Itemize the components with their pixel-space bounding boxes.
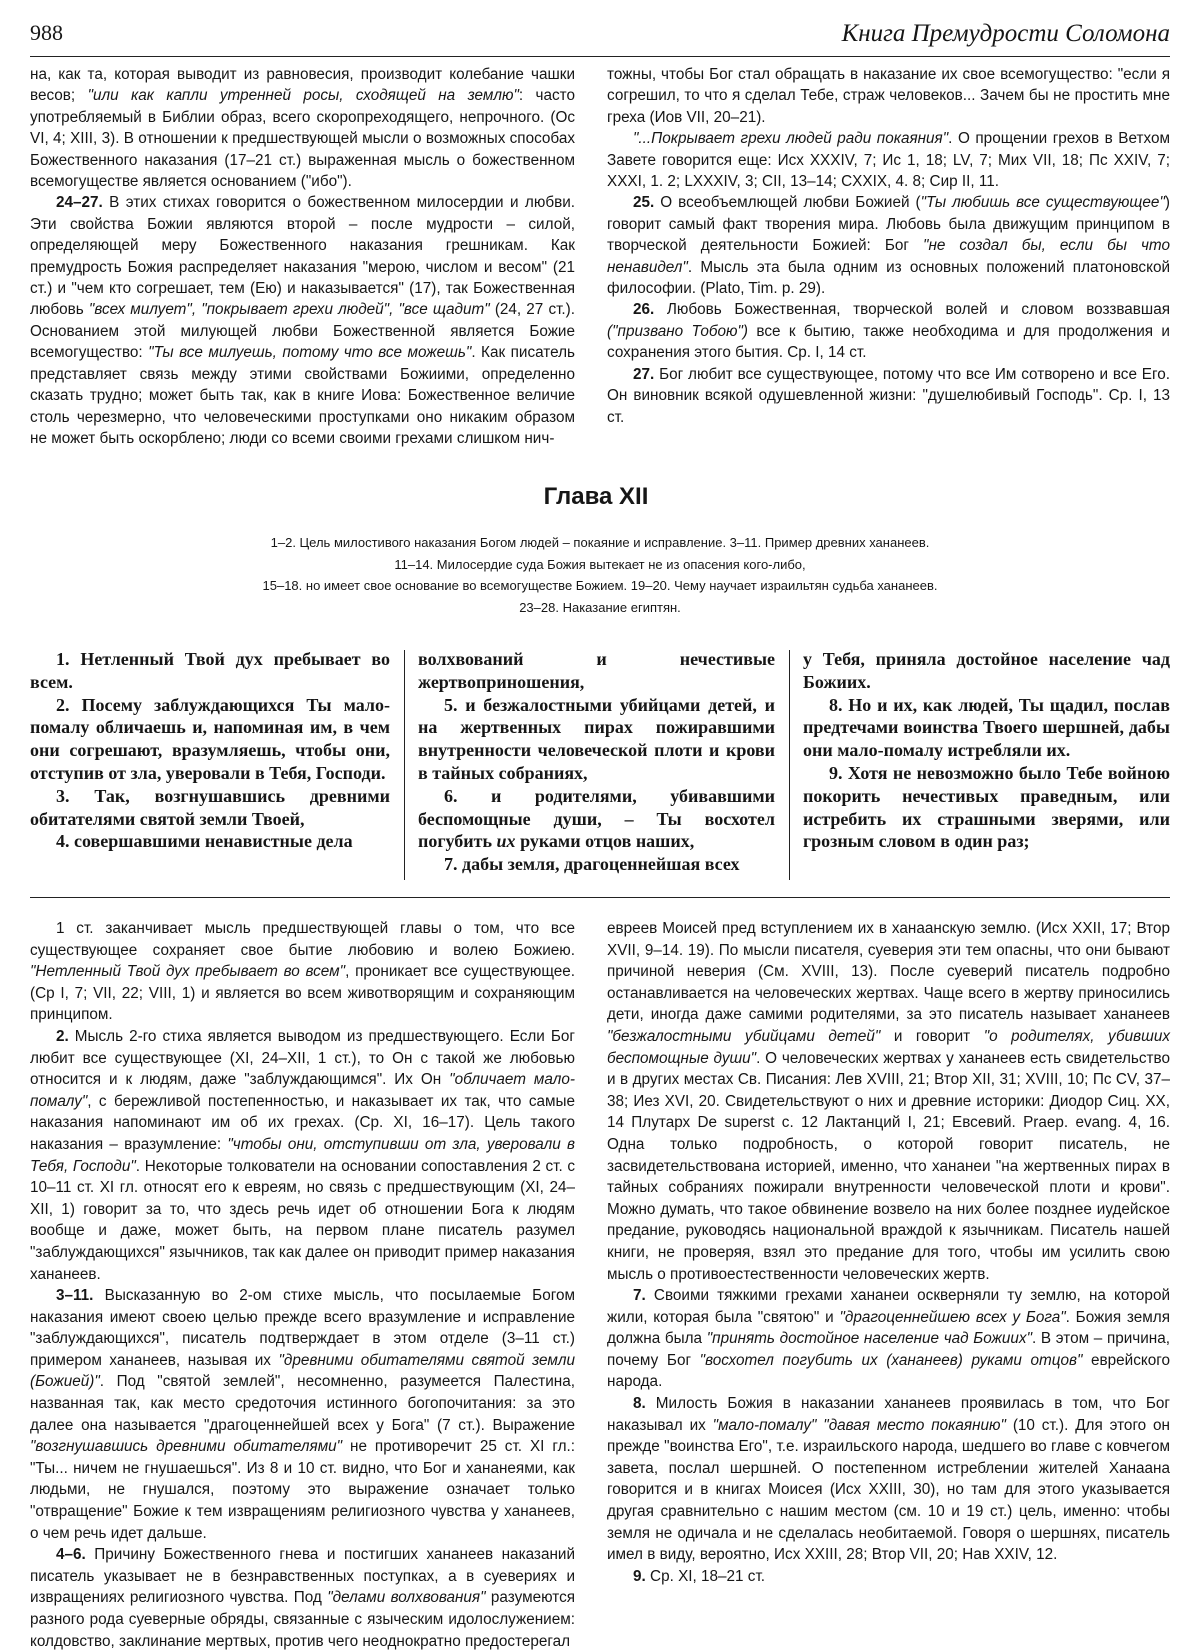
italic-quote: "делами волхвования" xyxy=(327,1589,486,1607)
bold-text: 2. xyxy=(56,1027,69,1045)
commentary-top-left xyxy=(30,64,575,449)
italic-quote: "Ты любишь все существующее" xyxy=(920,194,1165,212)
text-run: . Как писатель представляет связь между этими свойствами Божиими, определенно сказать трудно; может быть так, как в книге Иова: Божественное величие столь черезмерно, что человеческими проступками оно никаким образом не может быть оскорблено; люди со всеми своими грехами слишком нич- xyxy=(30,344,575,447)
text-run: (10 ст.). Для этого он прежде "воинства Его", т.е. израильского народа, шедшего во главе с ковчегом завета, послал шершней. О постепенном истреблении жителей Ханаана говорится и в книгах Моисея (Исх XXIII, 30), но там для этого указывается другая сравнительно с нашим местом (см. 10 и 19 ст.) цель, именно: чтобы земля не одичала и не сделалась необитаемой. Говоря о шершнях, писатель имел в виду, вероятно, Исх XXIII, 28; Втор VII, 20; Нав XXIV, 12. xyxy=(607,1416,1171,1564)
text-run: Высказанную во 2-ом стихе мысль, что посылаемые Богом наказания имеют своею целью прежде всего вразумление и исправление "заблуждающихся", писатель подтверждает в этом отделе (3–11 ст.) примером хананеев, называя их xyxy=(30,1287,575,1369)
text-run: Причину Божественного гнева и постигших хананеев наказаний писатель указывает не в безнравственных поступках, а в суевериях и извращениях религиозного чувства. Под xyxy=(30,1546,575,1607)
bold-text: 9. xyxy=(633,1567,646,1585)
italic-quote: "драгоценнейшею всех у Бога" xyxy=(839,1308,1066,1326)
paragraph xyxy=(607,128,1170,192)
text-run: все к бытию, также необходима и для продолжения и сохранения этого бытия. Ср. I, 14 ст. xyxy=(607,322,1170,362)
paragraph xyxy=(607,192,1170,299)
verse xyxy=(803,762,1170,853)
chapter-summary xyxy=(30,532,1170,618)
text-run: , проникает все существующее. (Ср I, 7; VII, 22; VIII, 1) и является во всем животворящим и сохраняющим принципом. xyxy=(30,963,575,1024)
text-run: тожны, чтобы Бог стал обращать в наказание их свое всемогущество: "если я согрешил, то что я сделал Тебе, страж человеков... Зачем бы не простить мне греха (Иов VII, 20–21). xyxy=(607,66,1170,126)
text-run: Мысль 2-го стиха является выводом из предшествующего. Если Бог любит все существующее (XI, 24–XII, 1 ст.), то Он с такой же любовью относится и к людям, даже "заблуждающимся". Их Он xyxy=(30,1027,575,1089)
italic-quote: "Нетленный Твой дух пребывает во всем" xyxy=(30,963,346,981)
text-run: ) говорит самый факт творения мира. Любовь была движущим принципом в творческой деятельности Божией: Бог xyxy=(607,194,1170,255)
text-run: 5. и безжалостными убийцами детей, и на жертвенных пирах пожиравшими внутренности человеческой плоти и крови в тайных собраниях, xyxy=(418,694,775,783)
italic-quote: "обличает мало-помалу" xyxy=(30,1071,575,1110)
text-run: на, как та, которая выводит из равновесия, производит колебание чашки весов; xyxy=(30,66,575,105)
text-run: , с бережливой постепенностью, и наказывает их так, что самые наказания напоминают им об их грехах. (Ср. XI, 16–17). Цель такого наказания – вразумление: xyxy=(30,1092,575,1153)
text-run: . В этом – причина, почему Бог xyxy=(607,1330,1171,1369)
text-run: 1. Нетленный Твой дух пребывает во всем. xyxy=(30,649,390,692)
text-run: Своими тяжкими грехами хананеи оскверняли ту землю, на которой жили, которая была "святою" и xyxy=(607,1287,1170,1326)
verse xyxy=(803,648,1170,694)
paragraph xyxy=(607,1393,1170,1566)
italic-quote: "всех милует", "покрывает грехи людей", "все щадит" xyxy=(88,301,490,319)
paragraph xyxy=(607,1285,1170,1393)
paragraph xyxy=(607,299,1170,363)
text-run: : часто употребляемый в Библии образ, всего скоропреходящего, непрочного. (Ос VI, 4; XIII, 3). В отношении к предшествующей мысли о возможных способах Божественного наказания (17–21 ст.) выраженная мысль о божественном всемогуществе является основанием ("ибо"). xyxy=(30,87,575,191)
text-run: О всеобъемлющей любви Божией ( xyxy=(654,194,921,212)
scripture-column-2 xyxy=(418,648,775,876)
text-run: у Тебя, приняла достойное население чад Божиих. xyxy=(803,649,1170,692)
text-run: Ср. XI, 18–21 ст. xyxy=(645,1567,766,1585)
text-run: 4. совершавшими ненавистные дела xyxy=(56,831,353,852)
verse xyxy=(803,694,1170,762)
column-divider xyxy=(789,650,790,880)
paragraph xyxy=(30,1544,575,1652)
bold-text: 3–11. xyxy=(56,1287,94,1305)
italic-quote: "...Покрывает грехи людей ради покаяния" xyxy=(633,130,949,148)
paragraph xyxy=(607,1566,1170,1588)
bold-text: 4–6. xyxy=(56,1546,86,1564)
bold-text: 26. xyxy=(633,301,655,319)
text-run: Любовь Божественная, творческой волей и словом воззвавшая xyxy=(654,301,1170,319)
italic-quote: "возгнушавшись древними обитателями" xyxy=(30,1438,343,1456)
verse xyxy=(30,694,390,785)
bold-text: 8. xyxy=(633,1395,646,1413)
italic-quote: "чтобы они, отступивши от зла, уверовали в Тебя, Господи" xyxy=(30,1135,575,1175)
text-run: 2. Посему заблуждающихся Ты мало-помалу обличаешь и, напоминая им, в чем они согрешают, вразумляешь, чтобы они, отступив от зла, уверовали в Тебя, Господи. xyxy=(30,694,390,783)
commentary-bottom-right xyxy=(607,918,1170,1587)
text-run: 7. дабы земля, драгоценнейшая всех xyxy=(444,854,740,875)
commentary-bottom-left xyxy=(30,918,575,1652)
text-run: . Под "святой землей", несомненно, разумеется Палестина, названная так, как место средоточия истинного богопочитания: за это далее она называется "драгоценнейшей всех у Бога" (7 ст.). Выражение xyxy=(30,1373,575,1434)
paragraph xyxy=(30,192,575,449)
text-run: Милость Божия в наказании хананеев проявилась в том, что Бог наказывал их xyxy=(607,1395,1170,1434)
italic-quote: "восхотел погубить их (хананеев) руками отцов" xyxy=(699,1351,1083,1369)
text-run: 3. Так, возгнушавшись древними обитателями святой земли Твоей, xyxy=(30,785,390,829)
text-run: не противоречит 25 ст. XI гл.: "Ты... ничем не гнушаешься". Из 8 и 10 ст. видно, что Бог и хананеями, как людьми, не гнушался, поэтому это выражение означает только "отвращение" Божие к тем извращениям религиозного чувства у хананеев, о чем речь идет дальше. xyxy=(30,1438,575,1542)
text-run: В этих стихах говорится о божественном милосердии и любви. Эти свойства Божии являются второй – после мудрости – силой, определяющей меру Божественного наказания грешникам. Как премудрость Божия распределяет наказания "мерою, числом и весом" (21 ст.) и "чем кто согрешает, тем (Ею) и наказывается" (17), так Божественная любовь xyxy=(30,194,575,319)
paragraph xyxy=(30,1026,575,1285)
italic-quote: "мало-помалу" "давая место покаянию" xyxy=(712,1416,1006,1434)
italic-quote: ("призвано Тобою") xyxy=(607,322,748,340)
paragraph xyxy=(607,64,1170,128)
page-header xyxy=(30,20,1170,52)
header-rule xyxy=(30,56,1170,57)
text-run: . О прощении грехов в Ветхом Завете говорится еще: Исх XXXIV, 7; Ис 1, 18; LV, 7; Мих VII, 18; Пс XXIV, 7; XXXI, 1. 2; LXXXIV, 3; CII, 13–14; CXXIX, 4. 8; Сир II, 11. xyxy=(607,130,1170,191)
italic-quote: "безжалостными убийцами детей" xyxy=(607,1027,881,1045)
text-run: 8. Но и их, как людей, Ты щадил, послав предтечами воинства Твоего шершней, дабы они мало-помалу истребляли их. xyxy=(803,694,1170,761)
text-run: Бог любит все существующее, потому что все Им сотворено и все Его. Он виновник всякой одушевленной жизни: "душелюбивый Господь". Ср. I, 13 ст. xyxy=(607,365,1170,426)
text-run: 1 ст. заканчивает мысль предшествующей главы о том, что все существующее сохраняет свое бытие любовию и волею Божиею. xyxy=(30,920,575,959)
paragraph xyxy=(607,918,1170,1285)
bold-text: 27. xyxy=(633,365,655,383)
section-rule xyxy=(30,897,1170,898)
paragraph xyxy=(607,364,1170,428)
text-run: (24, 27 ст.). Основанием этой милующей любви Божественной является Божие всемогущество: xyxy=(30,301,575,362)
italic-quote: "о родителях, убивших беспомощные души" xyxy=(607,1027,1170,1067)
text-run: 9. Хотя не невозможно было Тебе войною покорить нечестивых праведным, или истребить их страшными зверями, или грозным словом в один раз; xyxy=(803,762,1170,852)
summary-line: 15–18. но имеет свое основание во всемогуществе Божием. 19–20. Чему научает израильтян судьба хананеев. xyxy=(262,578,938,593)
text-run: руками отцов наших, xyxy=(515,831,695,852)
text-run: . Божия земля должна была xyxy=(607,1308,1170,1348)
verse xyxy=(418,785,775,853)
text-run: 6. и родителями, убивавшими беспомощные души, – Ты восхотел погубить xyxy=(418,785,775,852)
commentary-top-right xyxy=(607,64,1170,428)
text-run: . О человеческих жертвах у хананеев есть свидетельство и в других местах Св. Писания: Лев XVIII, 21; Втор XII, 31; XVIII, 10; Пс CV, 37–38; Иез XVI, 20. Свидетельствуют о них и древние историки: Диодор Сиц. XX, 14 Плутарх De superst c. 12 Лактанций I, 21; Евсевий. Praep. evang. 4, 16. Одна только подробность, о которой говорит писатель, не засвидетельствована историей, именно, что хананеи "на жертвенных пирах в тайных собраниях пожирали внутренности человеческой плоти и крови". Можно думать, что такое обвинение возвело на них более позднее иудейское предание, руководясь национальной враждой к язычникам. Писатель нашей книги, не проверяя, взял это предание для того, чтобы им усилить свою мысль о противоестественности человеческих жертв. xyxy=(607,1049,1170,1283)
verse xyxy=(418,853,775,876)
text-run: волхвований и нечестивые жертвоприношения, xyxy=(418,649,775,692)
page-number: 988 xyxy=(30,20,63,45)
bold-text: 24–27. xyxy=(56,194,103,212)
italic-quote: "не создал бы, если бы что ненавидел" xyxy=(607,237,1170,276)
column-divider xyxy=(404,650,405,880)
text-run: . Некоторые толкователи на основании сопоставления 2 ст. с 10–11 ст. XI гл. относят его к евреям, но связь с предшествующим (XI, 24–XII, 1) говорит за то, что здесь речь идет об отношении Бога к людям вообще и даже, может быть, на первом плане писатель разумел "заблуждающихся" язычников, так как далее он приводит пример наказания хананеев. xyxy=(30,1157,575,1283)
summary-line: 23–28. Наказание египтян. xyxy=(519,599,681,615)
scripture-column-1 xyxy=(30,648,390,853)
verse xyxy=(30,648,390,694)
verse xyxy=(30,830,390,853)
paragraph xyxy=(30,64,575,192)
summary-line: 1–2. Цель милостивого наказания Богом людей – покаяние и исправление. 3–11. Пример древних хананеев. xyxy=(270,535,930,550)
text-run: еврейского народа. xyxy=(607,1351,1170,1391)
verse xyxy=(418,694,775,785)
italic-quote: "принять достойное население чад Божиих" xyxy=(706,1330,1033,1348)
paragraph xyxy=(30,918,575,1026)
text-run: разумеются разного рода суеверные обряды, связанные с языческим идолослужением: колдовство, заклинание мертвых, против чего неоднократно предостерегал xyxy=(30,1589,576,1650)
italic-quote: "древними обитателями святой земли (Божией)" xyxy=(30,1351,575,1391)
running-title: Книга Премудрости Соломона xyxy=(841,20,1170,47)
verse xyxy=(30,785,390,831)
verse xyxy=(418,648,775,694)
bold-text: 25. xyxy=(633,194,655,212)
italic-quote: "или как капли утренней росы, сходящей на землю" xyxy=(87,87,519,105)
paragraph xyxy=(30,1285,575,1544)
text-run: и говорит xyxy=(880,1027,984,1045)
text-run: евреев Моисей пред вступлением их в ханаанскую землю. (Исх XXII, 17; Втор XVII, 9–14. 19). По мысли писателя, суеверия эти тем опасны, что они бывают причиной неверия (См. XVIII, 13). После суеверий писатель подробно останавливается на человеческих жертвах. Чаще всего в жертву приносились дети, иногда даже самими родителями, за это писатель называет хананеев xyxy=(607,920,1170,1024)
chapter-title: Глава XII xyxy=(543,483,649,510)
bold-text: 7. xyxy=(633,1287,646,1305)
scripture-column-3 xyxy=(803,648,1170,853)
italic-quote: "Ты все милуешь, потому что все можешь" xyxy=(148,344,472,362)
text-run: . Мысль эта была одним из основных положений платоновской философии. (Plato, Tim. p. 29). xyxy=(607,258,1170,298)
summary-line: 11–14. Милосердие суда Божия вытекает не из опасения кого-либо, xyxy=(394,556,806,572)
italic-quote: их xyxy=(496,831,516,852)
